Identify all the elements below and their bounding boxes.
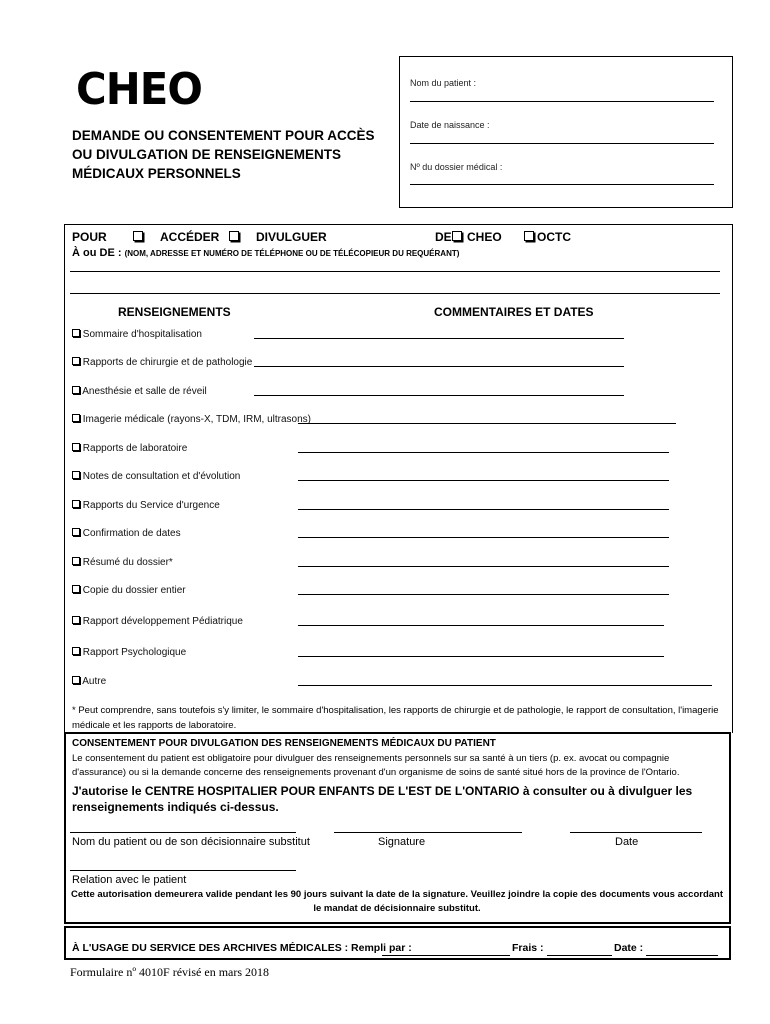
fees-line[interactable] (547, 955, 612, 956)
comment-line[interactable] (298, 625, 664, 626)
authorization-text: J'autorise le CENTRE HOSPITALIER POUR ENFANTS DE L'EST DE L'ONTARIO à consulter ou à divulguer les renseignements indiqués ci-dessus. (72, 784, 693, 814)
item-urgence[interactable] (72, 500, 220, 511)
relation-label: Relation avec le patient (72, 874, 187, 886)
comment-line[interactable] (298, 480, 669, 481)
patient-name-field[interactable] (410, 101, 714, 102)
item-label: Sommaire d'hospitalisation (82, 329, 202, 340)
cheo-checkbox[interactable] (452, 231, 462, 241)
octc-label: OCTC (537, 230, 571, 244)
checkbox-icon[interactable] (72, 329, 80, 337)
comment-line[interactable] (254, 338, 624, 339)
dob-field[interactable] (410, 143, 714, 144)
footnote: * Peut comprendre, sans toutefois s'y limiter, le sommaire d'hospitalisation, les rapports de chirurgie et de pathologie, le rapport de consultation, l'imagerie médicale et les rapports de laboratoire. (72, 705, 719, 731)
signature-line[interactable] (334, 832, 522, 833)
item-label: Confirmation de dates (82, 528, 181, 539)
comment-line[interactable] (298, 685, 712, 686)
consent-title: CONSENTEMENT POUR DIVULGATION DES RENSEIGNEMENTS MÉDICAUX DU PATIENT (72, 738, 496, 749)
requester-line-2[interactable] (70, 293, 720, 294)
item-chirurgie[interactable] (72, 357, 252, 368)
a-ou-de-label: À ou DE : (72, 247, 122, 259)
acceder-checkbox[interactable] (133, 231, 143, 241)
item-label: Rapport Psychologique (82, 647, 187, 658)
checkbox-icon[interactable] (72, 557, 80, 565)
file-number-field[interactable] (410, 184, 714, 185)
checkbox-icon[interactable] (72, 471, 80, 479)
comment-line[interactable] (298, 423, 676, 424)
item-label: Notes de consultation et d'évolution (82, 471, 241, 482)
cheo-label: CHEO (467, 230, 502, 244)
item-laboratoire[interactable] (72, 443, 187, 454)
comment-line[interactable] (254, 395, 624, 396)
checkbox-icon[interactable] (72, 585, 80, 593)
archives-usage-label: À L'USAGE DU SERVICE DES ARCHIVES MÉDICALES : Rempli par : (72, 942, 412, 954)
item-sommaire[interactable] (72, 329, 202, 340)
renseignements-header: RENSEIGNEMENTS (118, 305, 231, 319)
requester-label (72, 247, 459, 259)
item-consultation[interactable] (72, 471, 240, 482)
item-label: Autre (82, 676, 107, 687)
fees-label: Frais : (512, 942, 544, 954)
item-dates[interactable] (72, 528, 181, 539)
item-label: Rapports de laboratoire (82, 443, 188, 454)
form-footer: Formulaire nº 4010F révisé en mars 2018 (70, 965, 270, 979)
comment-line[interactable] (298, 566, 669, 567)
divulguer-label: DIVULGUER (256, 230, 327, 244)
comment-line[interactable] (298, 656, 664, 657)
checkbox-icon[interactable] (72, 357, 80, 365)
item-label: Rapports de chirurgie et de pathologie (82, 357, 253, 368)
item-imagerie[interactable] (72, 414, 311, 425)
patient-info-box (399, 56, 733, 208)
octc-checkbox[interactable] (524, 231, 534, 241)
date-label: Date (615, 836, 639, 848)
name-signature-label: Nom du patient ou de son décisionnaire substitut (72, 836, 310, 848)
requester-hint: (NOM, ADRESSE ET NUMÉRO DE TÉLÉPHONE OU DE TÉLÉCOPIEUR DU REQUÉRANT) (124, 249, 460, 258)
comment-line[interactable] (254, 366, 624, 367)
comment-line[interactable] (298, 509, 669, 510)
consent-text: Le consentement du patient est obligatoire pour divulguer des renseignements personnels sur sa santé à un tiers (p. ex. avocat ou compagnie d'assurance) ou si la demande concerne des renseignements provenant d'un organisme de soins de santé situé hors de la province de l'Ontario. (72, 753, 680, 778)
name-signature-line[interactable] (70, 832, 296, 833)
checkbox-icon[interactable] (72, 647, 80, 655)
comment-line[interactable] (298, 537, 669, 538)
divulguer-checkbox[interactable] (229, 231, 239, 241)
item-label: Rapport développement Pédiatrique (82, 616, 243, 627)
checkbox-icon[interactable] (72, 528, 80, 536)
checkbox-icon[interactable] (72, 616, 80, 624)
acceder-label: ACCÉDER (160, 230, 220, 244)
form-title: DEMANDE OU CONSENTEMENT POUR ACCÈS OU DIVULGATION DE RENSEIGNEMENTS MÉDICAUX PERSONNELS (72, 128, 375, 181)
checkbox-icon[interactable] (72, 443, 80, 451)
item-autre[interactable] (72, 676, 106, 687)
requester-line-1[interactable] (70, 271, 720, 272)
archive-date-label: Date : (614, 942, 644, 954)
checkbox-icon[interactable] (72, 500, 80, 508)
item-label: Résumé du dossier* (82, 557, 173, 568)
item-label: Copie du dossier entier (82, 585, 186, 596)
item-label: Anesthésie et salle de réveil (82, 386, 207, 397)
file-number-label: Nº du dossier médical : (410, 162, 503, 172)
commentaires-header: COMMENTAIRES ET DATES (434, 305, 594, 319)
item-psychologique[interactable] (72, 647, 186, 658)
checkbox-icon[interactable] (72, 414, 80, 422)
item-copie[interactable] (72, 585, 186, 596)
signature-label: Signature (378, 836, 426, 848)
checkbox-icon[interactable] (72, 676, 80, 684)
relation-line[interactable] (70, 870, 296, 871)
date-line[interactable] (570, 832, 702, 833)
item-label: Rapports du Service d'urgence (82, 500, 220, 511)
item-anesthesie[interactable] (72, 386, 207, 397)
de-label: DE (435, 230, 452, 244)
patient-name-label: Nom du patient : (410, 78, 477, 88)
rempli-par-line[interactable] (382, 955, 510, 956)
validity-text: Cette autorisation demeurera valide pendant les 90 jours suivant la date de la signature. Veuillez joindre la copie des documents vous accordant le mandat de décisionnaire substitut. (71, 889, 723, 914)
item-developpement[interactable] (72, 616, 243, 627)
comment-line[interactable] (298, 594, 669, 595)
item-resume[interactable] (72, 557, 173, 568)
cheo-logo: CHEO (76, 64, 202, 115)
checkbox-icon[interactable] (72, 386, 80, 394)
pour-label: POUR (72, 230, 107, 244)
archive-date-line[interactable] (646, 955, 718, 956)
comment-line[interactable] (298, 452, 669, 453)
item-label: Imagerie médicale (rayons-X, TDM, IRM, ultrasons) (82, 414, 311, 425)
dob-label: Date de naissance : (410, 120, 490, 130)
